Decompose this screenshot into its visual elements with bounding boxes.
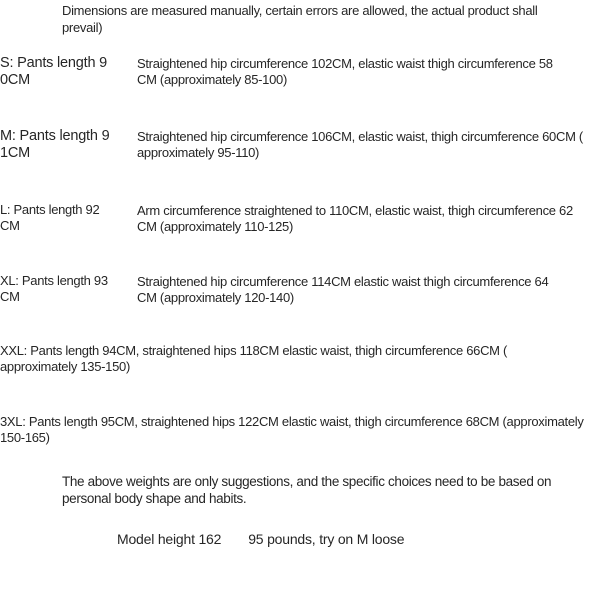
size-desc-line: CM (approximately 120-140) [137,290,294,305]
size-label-s [0,55,132,88]
size-description-xl [137,274,587,306]
size-desc-line: CM (approximately 110-125) [137,219,293,234]
size-label-line: 1CM [0,144,31,161]
note-line: The above weights are only suggestions, and the specific choices need to be based on [62,474,552,489]
size-desc-line: approximately 95-110) [137,145,260,160]
size-description-s [137,56,587,88]
size-desc-line: approximately 135-150) [0,359,130,374]
size-row-3xl [0,414,595,446]
size-label-line: L: Pants length 92 [0,202,100,217]
size-desc-line: Arm circumference straightened to 110CM, elastic waist, thigh circumference 62 [137,203,573,218]
size-label-m [0,128,132,161]
disclaimer-line: prevail) [62,19,103,35]
note-line: personal body shape and habits. [62,490,247,506]
size-row-xxl [0,343,595,375]
size-label-line: XL: Pants length 93 [0,273,108,288]
disclaimer-line: Dimensions are measured manually, certain errors are allowed, the actual product shall [62,3,538,18]
weight-suggestion-note [62,474,572,507]
size-desc-line: 3XL: Pants length 95CM, straightened hips 122CM elastic waist, thigh circumference 68CM (approximately [0,414,584,429]
size-chart-disclaimer [62,3,537,36]
size-label-line: M: Pants length 9 [0,128,110,144]
size-desc-line: CM (approximately 85-100) [137,72,288,87]
size-label-line: 0CM [0,71,31,88]
model-height-text: Model height 162 [117,531,222,547]
size-desc-line: 150-165) [0,430,50,445]
size-desc-line: XXL: Pants length 94CM, straightened hips 118CM elastic waist, thigh circumference 66CM ( [0,343,508,358]
size-desc-line: Straightened hip circumference 102CM, elastic waist thigh circumference 58 [137,56,553,71]
size-label-line: CM [0,289,20,304]
size-label-xl [0,273,132,305]
size-label-line: CM [0,218,20,233]
size-description-l [137,203,587,235]
model-info [117,531,404,547]
size-desc-line: Straightened hip circumference 114CM elastic waist thigh circumference 64 [137,274,549,289]
model-fit-text: 95 pounds, try on M loose [248,531,405,547]
size-label-l [0,202,132,234]
size-description-m [137,129,587,161]
size-desc-line: Straightened hip circumference 106CM, elastic waist, thigh circumference 60CM ( [137,129,583,144]
size-label-line: S: Pants length 9 [0,55,108,71]
